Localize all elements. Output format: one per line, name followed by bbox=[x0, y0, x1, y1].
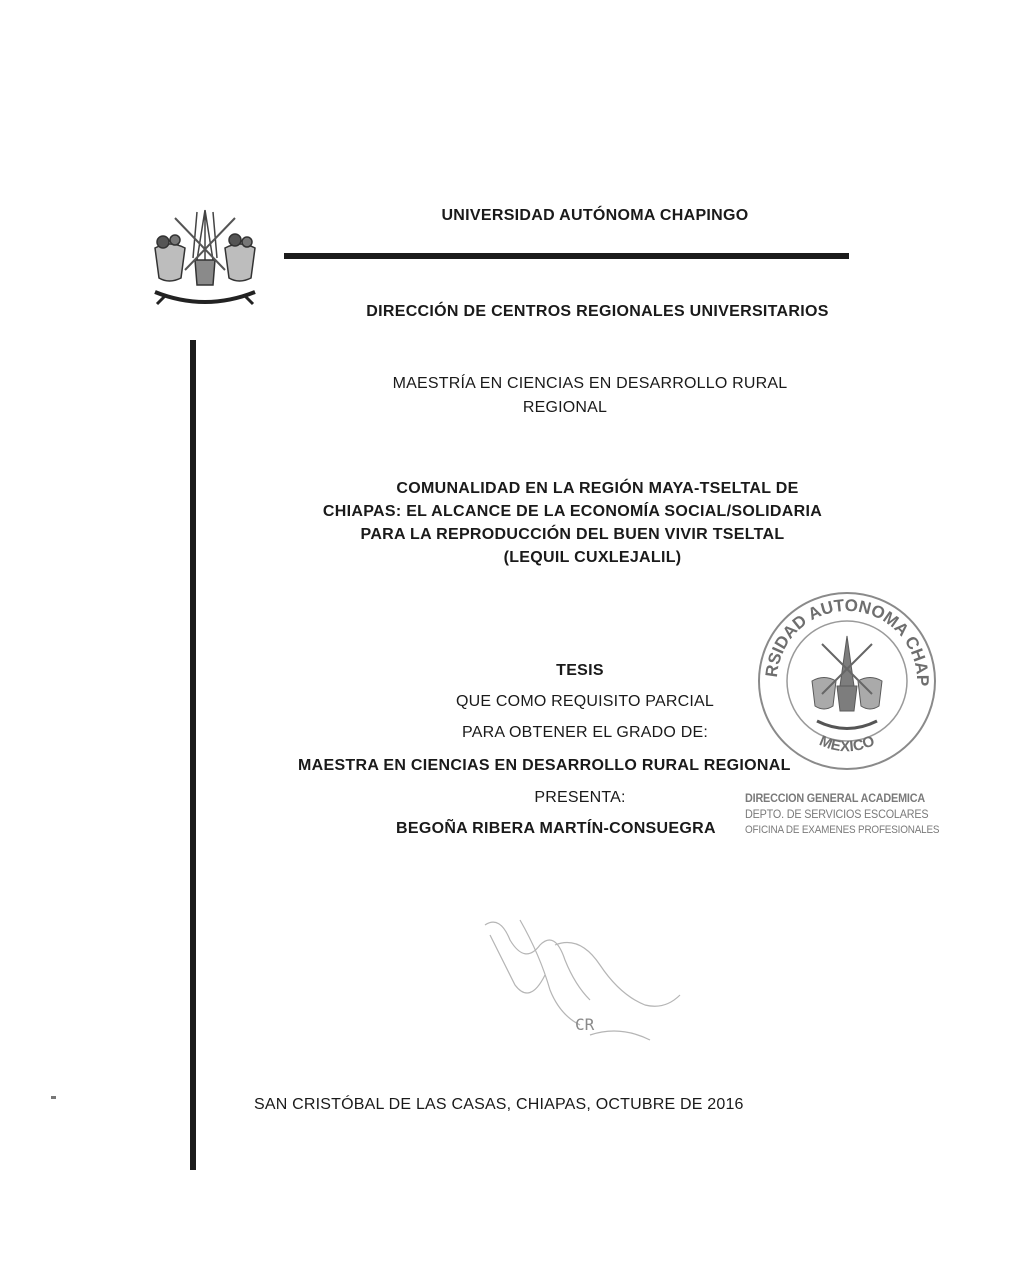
seal-bottom-text: MEXICO bbox=[816, 732, 878, 756]
author-name: BEGOÑA RIBERA MARTÍN-CONSUEGRA bbox=[396, 820, 716, 837]
seal-top-text: RSIDAD AUTONOMA CHAP bbox=[761, 595, 933, 687]
university-name: UNIVERSIDAD AUTÓNOMA CHAPINGO bbox=[441, 207, 749, 224]
program-line-2: REGIONAL bbox=[522, 399, 608, 416]
directorate-name: DIRECCIÓN DE CENTROS REGIONALES UNIVERSITARIOS bbox=[366, 303, 829, 320]
thesis-title-line-3: PARA LA REPRODUCCIÓN DEL BUEN VIVIR TSELTAL bbox=[360, 526, 785, 543]
requirement-line-2: PARA OBTENER EL GRADO DE: bbox=[462, 724, 708, 741]
header-rule bbox=[284, 253, 849, 259]
university-seal-icon bbox=[752, 586, 942, 776]
place-and-date: SAN CRISTÓBAL DE LAS CASAS, CHIAPAS, OCTUBRE DE 2016 bbox=[254, 1096, 744, 1113]
signature bbox=[470, 905, 700, 1055]
thesis-title-line-4: (LEQUIL CUXLEJALIL) bbox=[503, 549, 682, 566]
document-type: TESIS bbox=[556, 662, 604, 679]
signature-initials: CR bbox=[575, 1015, 595, 1034]
thesis-title-line-2: CHIAPAS: EL ALCANCE DE LA ECONOMÍA SOCIAL/SOLIDARIA bbox=[322, 503, 823, 520]
presents-label: PRESENTA: bbox=[534, 789, 626, 806]
scan-mark bbox=[51, 1096, 56, 1099]
program-line-1: MAESTRÍA EN CIENCIAS EN DESARROLLO RURAL bbox=[392, 375, 788, 392]
svg-text:MEXICO bbox=[817, 732, 878, 755]
requirement-line-1: QUE COMO REQUISITO PARCIAL bbox=[456, 693, 714, 710]
degree-name: MAESTRA EN CIENCIAS EN DESARROLLO RURAL REGIONAL bbox=[298, 757, 791, 774]
stamp-line-3: OFICINA DE EXAMENES PROFESIONALES bbox=[745, 824, 940, 836]
stamp-line-2: DEPTO. DE SERVICIOS ESCOLARES bbox=[745, 807, 929, 821]
chapingo-logo-icon bbox=[135, 200, 275, 315]
stamp-line-1: DIRECCION GENERAL ACADEMICA bbox=[745, 791, 925, 805]
margin-rule bbox=[190, 340, 196, 1170]
thesis-title-line-1: COMUNALIDAD EN LA REGIÓN MAYA-TSELTAL DE bbox=[396, 480, 799, 497]
office-stamp bbox=[745, 790, 945, 838]
